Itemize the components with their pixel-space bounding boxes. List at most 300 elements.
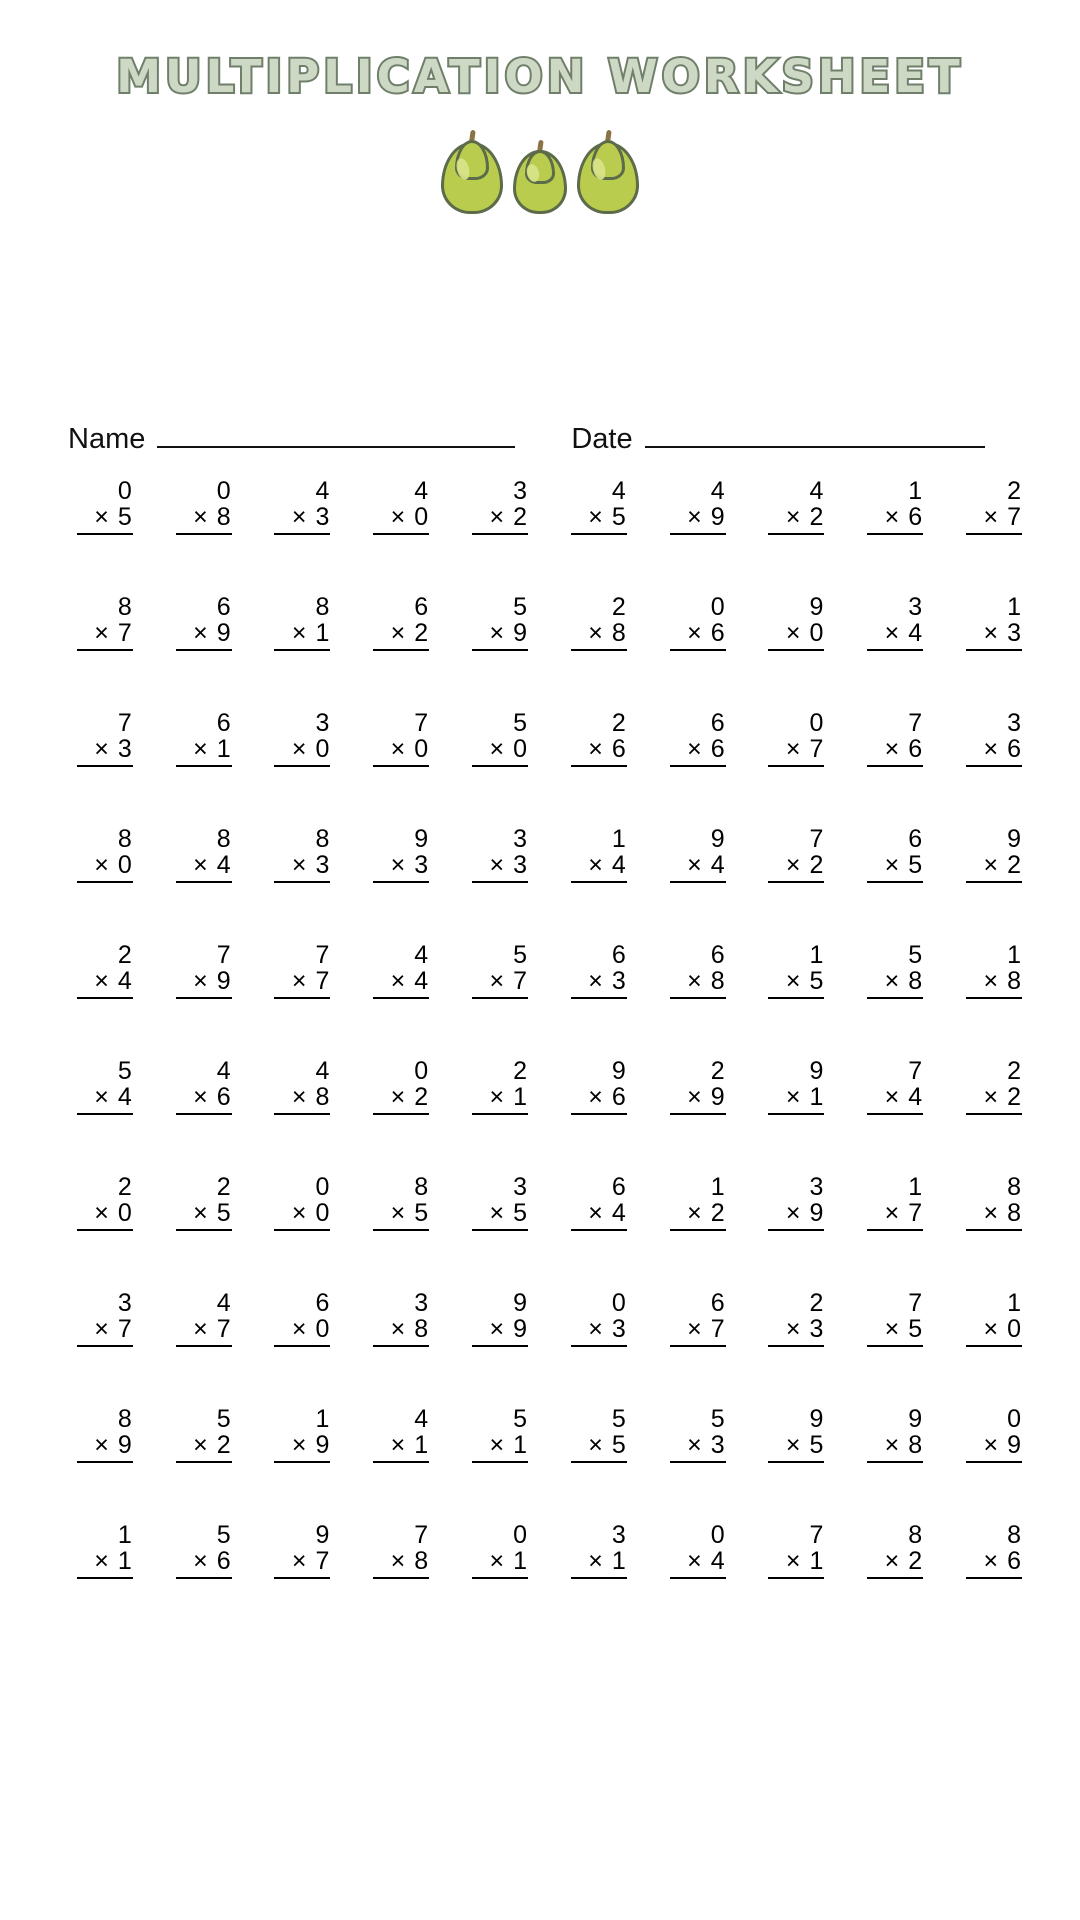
pear-decoration-row [0,124,1080,214]
problem-operand-top: 8 [117,825,133,853]
problem-operand-bottom-value: 8 [414,1547,430,1575]
multiply-operator-icon: × [291,967,308,995]
problem-operand-top: 1 [117,1521,133,1549]
problem-cell [145,1406,244,1522]
problem-cell [540,1290,639,1406]
problem-operand-bottom-value: 1 [513,1547,528,1575]
problem-cell [738,1522,837,1638]
multiply-operator-icon: × [94,503,110,531]
problem-operand-bottom [274,620,330,651]
problem-operand-top: 4 [809,477,825,505]
problem-operand-bottom [373,620,429,651]
problem-operand-top: 3 [1007,709,1022,737]
problem-operand-bottom [472,1548,528,1579]
problem-operand-bottom-value: 4 [710,1547,726,1575]
multiply-operator-icon: × [291,619,308,647]
problem-cell [342,1174,441,1290]
problem-operand-bottom-value: 7 [1007,503,1022,531]
problem-cell [342,942,441,1058]
multiply-operator-icon: × [588,1431,604,1459]
problem-operand-bottom [77,504,133,535]
problem-cell [935,1406,1034,1522]
problem-cell [342,710,441,826]
problem-cell [738,710,837,826]
multiply-operator-icon: × [983,1199,1000,1227]
problem-operand-bottom [472,1316,528,1347]
multiply-operator-icon: × [390,619,407,647]
problem-operand-bottom-value: 6 [710,619,726,647]
problem-operand-top: 0 [117,477,133,505]
problem-operand-bottom-value: 0 [513,735,528,763]
problem-cell [738,1290,837,1406]
problem-operand-bottom [867,1316,923,1347]
problem-operand-bottom-value: 3 [809,1315,825,1343]
problem-operand-bottom [472,620,528,651]
problem-operand-bottom [867,620,923,651]
problem-operand-top: 4 [315,477,331,505]
problem-cell [244,1174,343,1290]
problem-operand-bottom [373,968,429,999]
problem-operand-bottom-value: 1 [611,1547,627,1575]
problem-cell [342,478,441,594]
problem-operand-bottom [274,1084,330,1115]
problem-operand-bottom-value: 5 [809,967,825,995]
name-input[interactable] [157,420,515,448]
problem-operand-bottom-value: 7 [117,1315,133,1343]
problem-operand-bottom-value: 7 [513,967,528,995]
problem-operand-top: 0 [315,1173,331,1201]
multiply-operator-icon: × [785,1315,802,1343]
problem-cell [738,478,837,594]
problem-cell [145,1058,244,1174]
problem-operand-bottom [966,1084,1022,1115]
multiply-operator-icon: × [94,967,110,995]
problem-operand-bottom-value: 9 [1007,1431,1022,1459]
problem-operand-top: 9 [908,1405,924,1433]
problem-cell [540,710,639,826]
name-label: Name [68,423,146,455]
problem-operand-bottom [373,1548,429,1579]
multiply-operator-icon: × [687,1199,703,1227]
problem-operand-bottom [768,736,824,767]
problem-operand-bottom-value: 7 [315,1547,331,1575]
problem-operand-bottom-value: 6 [216,1547,232,1575]
problem-cell [639,710,738,826]
problem-cell [441,478,540,594]
problem-cell [836,942,935,1058]
multiply-operator-icon: × [193,1083,209,1111]
problem-operand-bottom [176,736,232,767]
problem-operand-top: 9 [611,1057,627,1085]
problem-cell [342,1290,441,1406]
problem-operand-bottom [571,736,627,767]
problem-operand-bottom-value: 5 [117,503,133,531]
problem-cell [244,1290,343,1406]
problem-cell [46,1522,145,1638]
multiply-operator-icon: × [884,1083,901,1111]
multiply-operator-icon: × [983,503,1000,531]
problem-operand-top: 8 [1007,1173,1022,1201]
problem-cell [441,942,540,1058]
problem-operand-bottom-value: 5 [611,1431,627,1459]
problem-operand-bottom [274,1200,330,1231]
problem-operand-bottom [274,736,330,767]
problem-cell [738,1406,837,1522]
problem-operand-bottom [274,1316,330,1347]
problem-operand-bottom-value: 1 [513,1083,528,1111]
problem-operand-top: 1 [1007,593,1022,621]
problem-operand-top: 2 [117,941,133,969]
problem-operand-bottom [472,1200,528,1231]
problem-operand-top: 9 [414,825,430,853]
problem-cell [836,1522,935,1638]
problem-operand-bottom [472,852,528,883]
problem-operand-bottom [670,504,726,535]
multiply-operator-icon: × [687,1315,703,1343]
problem-operand-bottom [768,852,824,883]
problem-operand-bottom-value: 8 [414,1315,430,1343]
problem-operand-bottom-value: 8 [611,619,627,647]
problem-cell [836,826,935,942]
problem-operand-bottom [77,1200,133,1231]
problem-cell [342,826,441,942]
multiply-operator-icon: × [193,619,209,647]
problem-operand-top: 1 [908,477,924,505]
date-input[interactable] [645,420,985,448]
multiply-operator-icon: × [489,735,506,763]
problem-operand-top: 2 [1007,1057,1022,1085]
problem-operand-bottom [670,968,726,999]
problem-operand-top: 7 [216,941,232,969]
problem-operand-top: 5 [908,941,924,969]
problem-operand-bottom [472,504,528,535]
problem-cell [540,1406,639,1522]
problem-cell [46,1406,145,1522]
multiply-operator-icon: × [291,1315,308,1343]
multiply-operator-icon: × [884,735,901,763]
multiply-operator-icon: × [884,1199,901,1227]
problem-cell [639,594,738,710]
problem-operand-top: 5 [216,1405,232,1433]
problem-operand-bottom [176,1316,232,1347]
multiply-operator-icon: × [983,1431,1000,1459]
problem-cell [244,942,343,1058]
multiply-operator-icon: × [687,619,703,647]
problem-operand-top: 0 [611,1289,627,1317]
pear-icon [513,140,567,214]
problem-operand-bottom [867,504,923,535]
problem-operand-top: 1 [710,1173,726,1201]
problem-operand-bottom-value: 3 [117,735,133,763]
problem-operand-bottom [373,736,429,767]
multiply-operator-icon: × [390,735,407,763]
multiply-operator-icon: × [785,503,802,531]
problem-cell [836,1058,935,1174]
problem-operand-bottom [966,736,1022,767]
multiply-operator-icon: × [884,1431,901,1459]
problem-operand-top: 6 [710,709,726,737]
problem-cell [441,826,540,942]
problem-operand-bottom [670,1548,726,1579]
problem-operand-bottom [966,1200,1022,1231]
problem-cell [441,1058,540,1174]
multiply-operator-icon: × [291,1431,308,1459]
problem-operand-top: 0 [1007,1405,1022,1433]
multiply-operator-icon: × [489,1547,506,1575]
problem-operand-bottom [77,968,133,999]
problem-operand-top: 7 [908,1057,924,1085]
problem-operand-bottom-value: 5 [809,1431,825,1459]
problem-operand-top: 2 [513,1057,528,1085]
problem-operand-bottom-value: 1 [117,1547,133,1575]
multiply-operator-icon: × [94,1547,110,1575]
multiply-operator-icon: × [983,735,1000,763]
multiply-operator-icon: × [884,1315,901,1343]
problem-operand-bottom [571,1316,627,1347]
problem-operand-top: 6 [216,709,232,737]
problem-operand-bottom-value: 8 [1007,1199,1022,1227]
problem-operand-bottom-value: 1 [809,1083,825,1111]
multiply-operator-icon: × [687,851,703,879]
problem-operand-bottom [768,1084,824,1115]
problem-operand-top: 5 [513,709,528,737]
page-title: MULTIPLICATION WORKSHEET [116,50,964,103]
problem-operand-bottom-value: 6 [710,735,726,763]
problem-operand-bottom [274,504,330,535]
problem-cell [145,1174,244,1290]
problem-cell [46,1058,145,1174]
problem-operand-top: 2 [1007,477,1022,505]
multiply-operator-icon: × [291,1199,308,1227]
problem-operand-bottom-value: 6 [216,1083,232,1111]
problem-operand-bottom-value: 7 [809,735,825,763]
multiply-operator-icon: × [687,1547,703,1575]
problem-operand-top: 8 [216,825,232,853]
problem-operand-top: 2 [611,593,627,621]
problem-operand-bottom-value: 3 [315,851,331,879]
problem-operand-top: 1 [315,1405,331,1433]
problem-cell [145,1522,244,1638]
problem-operand-bottom-value: 7 [315,967,331,995]
problem-operand-bottom [77,1548,133,1579]
problem-operand-top: 4 [315,1057,331,1085]
problem-cell [145,1290,244,1406]
problem-operand-bottom [571,1432,627,1463]
multiply-operator-icon: × [390,1199,407,1227]
multiply-operator-icon: × [390,967,407,995]
problem-operand-bottom-value: 7 [908,1199,924,1227]
problem-operand-bottom [768,1316,824,1347]
problem-operand-bottom [867,1200,923,1231]
problem-operand-bottom-value: 7 [216,1315,232,1343]
problem-operand-bottom [373,1316,429,1347]
date-label: Date [571,423,633,455]
problem-cell [738,594,837,710]
problem-operand-top: 8 [908,1521,924,1549]
multiply-operator-icon: × [193,851,209,879]
multiply-operator-icon: × [291,503,308,531]
multiply-operator-icon: × [785,1199,802,1227]
problem-operand-top: 2 [710,1057,726,1085]
problem-operand-bottom-value: 1 [414,1431,430,1459]
problem-operand-bottom [571,504,627,535]
problem-operand-top: 8 [315,825,331,853]
multiply-operator-icon: × [884,503,901,531]
multiply-operator-icon: × [390,1315,407,1343]
problem-operand-bottom [670,1084,726,1115]
problem-cell [244,478,343,594]
problem-operand-bottom-value: 9 [809,1199,825,1227]
problem-cell [46,478,145,594]
problem-operand-bottom [77,736,133,767]
problem-operand-bottom [176,968,232,999]
problem-operand-bottom [274,1432,330,1463]
problem-operand-bottom [966,1432,1022,1463]
problem-operand-bottom [77,1432,133,1463]
multiply-operator-icon: × [390,1431,407,1459]
multiply-operator-icon: × [687,735,703,763]
problem-operand-top: 0 [513,1521,528,1549]
multiply-operator-icon: × [884,967,901,995]
problem-cell [441,710,540,826]
problem-operand-top: 2 [611,709,627,737]
problem-operand-bottom-value: 8 [1007,967,1022,995]
problem-operand-bottom-value: 0 [117,1199,133,1227]
multiply-operator-icon: × [884,619,901,647]
multiply-operator-icon: × [193,735,209,763]
problem-operand-bottom-value: 4 [117,967,133,995]
problem-operand-bottom [867,1548,923,1579]
problem-operand-bottom [571,1084,627,1115]
problem-operand-bottom [77,1084,133,1115]
multiply-operator-icon: × [687,1083,703,1111]
problem-operand-bottom-value: 2 [710,1199,726,1227]
problem-operand-bottom-value: 9 [216,619,232,647]
problem-operand-bottom-value: 6 [1007,735,1022,763]
multiply-operator-icon: × [785,967,802,995]
problem-operand-bottom [472,968,528,999]
problem-cell [244,594,343,710]
problem-operand-bottom-value: 4 [611,1199,627,1227]
problem-operand-bottom [768,1432,824,1463]
problem-operand-top: 7 [414,1521,430,1549]
problem-operand-bottom [670,736,726,767]
problem-operand-bottom-value: 8 [908,1431,924,1459]
problem-operand-bottom-value: 9 [710,503,726,531]
problem-operand-bottom-value: 2 [809,503,825,531]
problem-operand-top: 0 [710,1521,726,1549]
problem-operand-bottom-value: 0 [315,1199,331,1227]
problem-operand-bottom [571,1200,627,1231]
problem-operand-top: 5 [117,1057,133,1085]
problem-operand-top: 1 [611,825,627,853]
problem-operand-top: 7 [117,709,133,737]
multiply-operator-icon: × [489,1315,506,1343]
problem-operand-top: 3 [908,593,924,621]
problem-cell [935,594,1034,710]
problem-cell [441,1406,540,1522]
problem-operand-top: 1 [1007,1289,1022,1317]
problem-operand-bottom-value: 4 [908,619,924,647]
problem-cell [738,1058,837,1174]
problem-operand-top: 8 [117,1405,133,1433]
problem-operand-bottom [571,852,627,883]
problem-cell [145,594,244,710]
multiply-operator-icon: × [884,1547,901,1575]
problem-cell [836,1406,935,1522]
problem-operand-top: 1 [1007,941,1022,969]
problem-operand-top: 4 [414,1405,430,1433]
multiply-operator-icon: × [588,851,604,879]
problem-operand-top: 8 [414,1173,430,1201]
multiply-operator-icon: × [884,851,901,879]
problem-operand-bottom [966,852,1022,883]
problem-operand-bottom-value: 6 [1007,1547,1022,1575]
multiply-operator-icon: × [785,619,802,647]
problem-operand-top: 3 [513,1173,528,1201]
problem-operand-bottom-value: 2 [1007,1083,1022,1111]
problem-operand-top: 6 [315,1289,331,1317]
problem-operand-bottom [867,968,923,999]
problem-operand-bottom-value: 8 [908,967,924,995]
pear-icon [577,130,639,214]
problem-operand-bottom [176,852,232,883]
problem-cell [244,1058,343,1174]
problem-cell [145,942,244,1058]
problem-operand-bottom-value: 5 [908,851,924,879]
problem-operand-bottom [472,1432,528,1463]
problem-operand-top: 7 [809,1521,825,1549]
problem-operand-bottom-value: 1 [216,735,232,763]
problem-cell [935,942,1034,1058]
problem-cell [540,1522,639,1638]
problem-operand-bottom [274,968,330,999]
problem-operand-bottom-value: 6 [908,503,924,531]
problem-cell [46,942,145,1058]
problem-operand-top: 5 [513,1405,528,1433]
problem-operand-bottom [176,1548,232,1579]
problem-operand-top: 1 [908,1173,924,1201]
problem-cell [342,1058,441,1174]
problem-operand-top: 5 [611,1405,627,1433]
problem-cell [441,594,540,710]
problem-operand-bottom [571,1548,627,1579]
problem-operand-bottom-value: 6 [611,1083,627,1111]
multiply-operator-icon: × [489,1199,506,1227]
name-date-row [68,420,1012,456]
multiply-operator-icon: × [193,1315,209,1343]
problem-operand-top: 9 [809,593,825,621]
multiply-operator-icon: × [489,851,506,879]
problem-operand-bottom [373,1200,429,1231]
problem-operand-top: 3 [117,1289,133,1317]
multiply-operator-icon: × [983,1083,1000,1111]
problem-operand-bottom-value: 3 [611,967,627,995]
problem-cell [935,710,1034,826]
problem-cell [639,1058,738,1174]
multiply-operator-icon: × [193,967,209,995]
problem-cell [540,826,639,942]
problem-cell [342,1522,441,1638]
multiply-operator-icon: × [983,1547,1000,1575]
multiply-operator-icon: × [489,1431,506,1459]
problem-operand-top: 6 [908,825,924,853]
problem-operand-bottom-value: 9 [216,967,232,995]
problem-operand-top: 2 [117,1173,133,1201]
problem-operand-top: 3 [315,709,331,737]
problem-operand-bottom [670,1316,726,1347]
problem-operand-bottom-value: 3 [315,503,331,531]
